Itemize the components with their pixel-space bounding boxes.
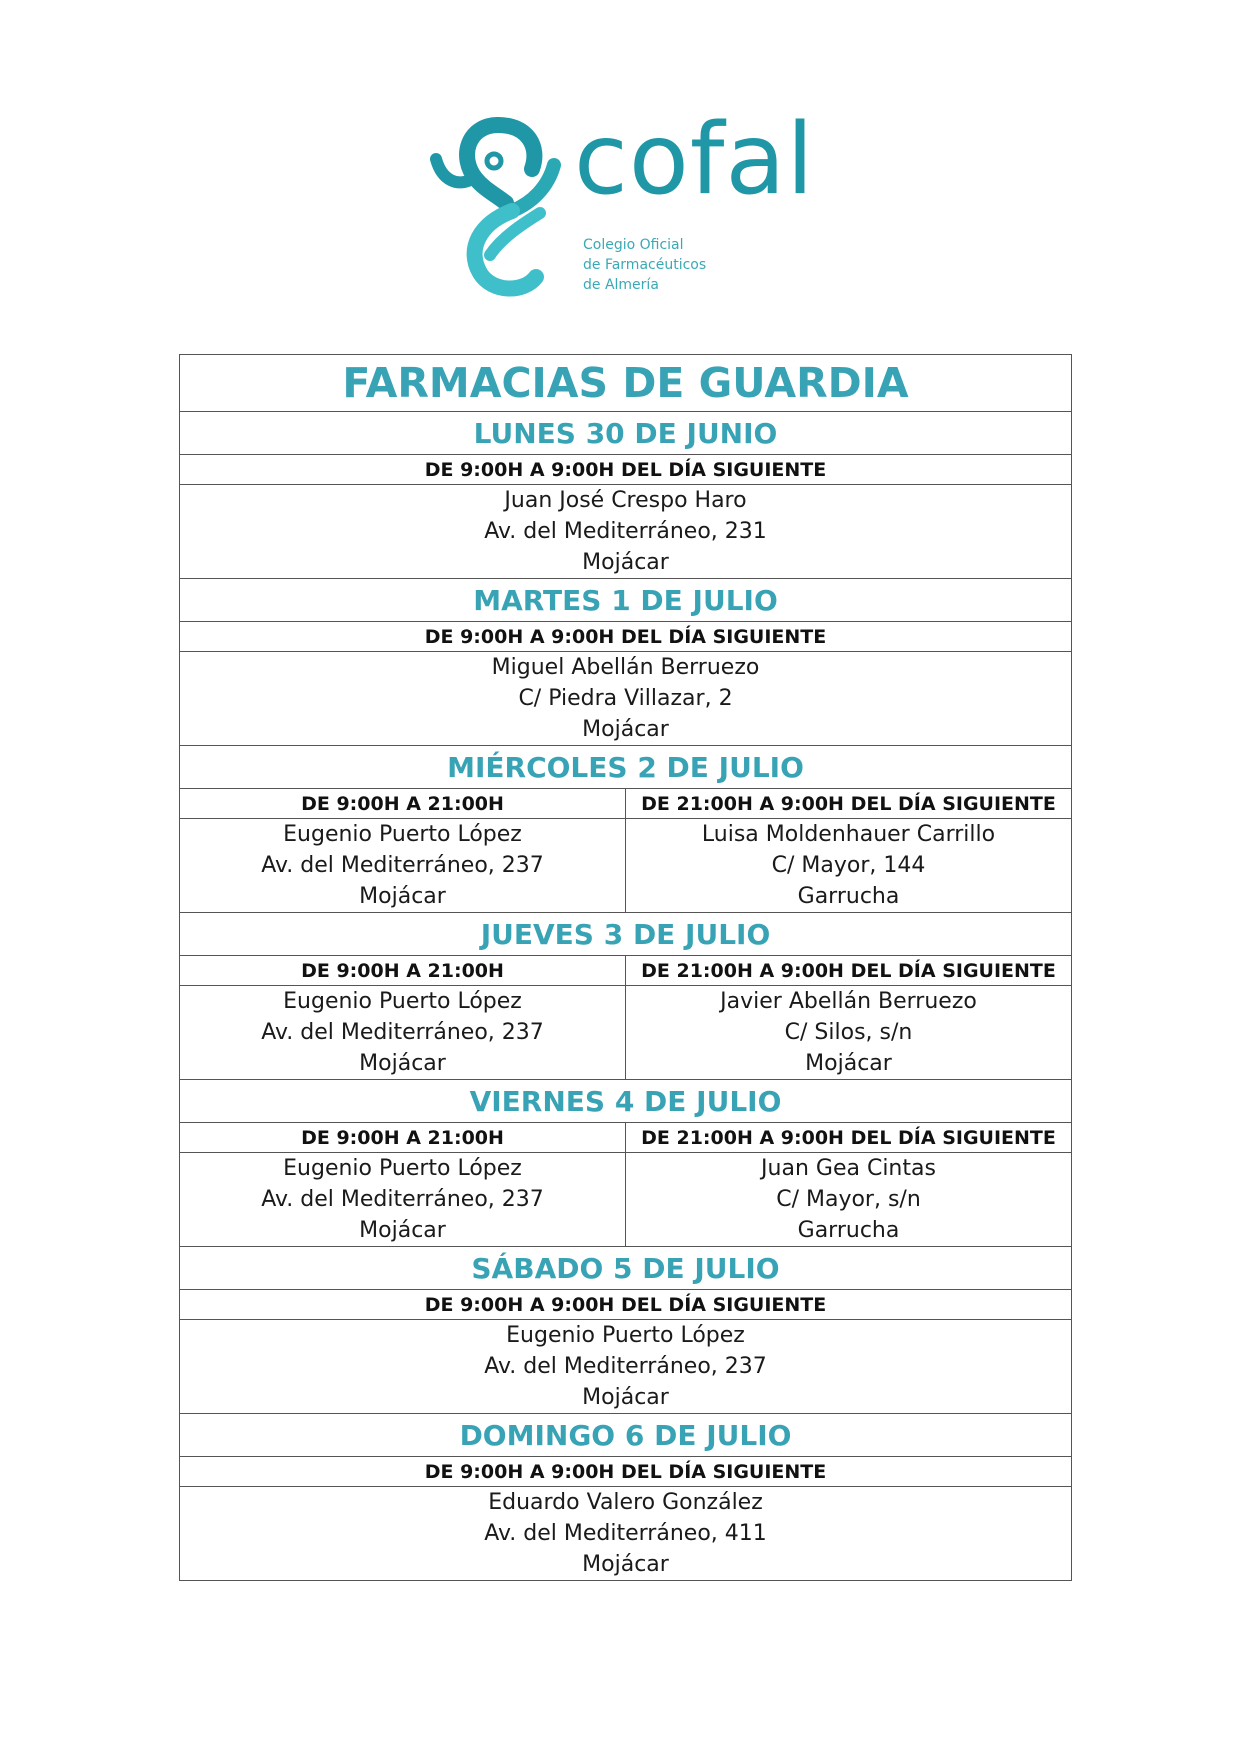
pharmacist-name: Juan Gea Cintas	[761, 1156, 936, 1181]
day-heading: SÁBADO 5 DE JULIO	[180, 1247, 1072, 1290]
shift-time: DE 9:00H A 21:00H	[180, 1123, 626, 1153]
pharmacy-cell	[626, 986, 1072, 1080]
page-title: FARMACIAS DE GUARDIA	[180, 355, 1072, 412]
pharmacy-cell	[180, 1320, 1072, 1414]
pharmacist-name: Eugenio Puerto López	[283, 989, 522, 1014]
serpent-emblem-icon	[428, 117, 568, 303]
pharmacy-town: Mojácar	[359, 884, 446, 909]
pharmacy-town: Mojácar	[582, 1385, 669, 1410]
pharmacy-address: C/ Mayor, s/n	[776, 1187, 921, 1212]
pharmacy-town: Mojácar	[359, 1218, 446, 1243]
tagline-line: de Almería	[583, 277, 659, 293]
pharmacy-cell	[180, 1153, 626, 1247]
pharmacy-cell	[180, 819, 626, 913]
pharmacy-address: C/ Silos, s/n	[784, 1020, 913, 1045]
shift-time: DE 9:00H A 9:00H DEL DÍA SIGUIENTE	[180, 622, 1072, 652]
shift-time: DE 9:00H A 21:00H	[180, 789, 626, 819]
pharmacy-address: C/ Mayor, 144	[771, 853, 926, 878]
shift-time: DE 9:00H A 9:00H DEL DÍA SIGUIENTE	[180, 455, 1072, 485]
pharmacy-address: Av. del Mediterráneo, 237	[261, 853, 544, 878]
tagline-line: de Farmacéuticos	[583, 257, 707, 273]
tagline-line: Colegio Oficial	[583, 237, 684, 253]
pharmacist-name: Javier Abellán Berruezo	[720, 989, 977, 1014]
pharmacy-town: Mojácar	[805, 1051, 892, 1076]
pharmacy-town: Mojácar	[582, 717, 669, 742]
pharmacy-address: Av. del Mediterráneo, 237	[261, 1020, 544, 1045]
pharmacist-name: Eugenio Puerto López	[283, 1156, 522, 1181]
pharmacy-town: Mojácar	[359, 1051, 446, 1076]
day-heading: VIERNES 4 DE JULIO	[180, 1080, 1072, 1123]
brand-name: cofal	[574, 103, 815, 217]
pharmacy-address: Av. del Mediterráneo, 411	[484, 1521, 767, 1546]
pharmacy-cell	[180, 652, 1072, 746]
pharmacist-name: Eduardo Valero González	[488, 1490, 763, 1515]
day-heading: DOMINGO 6 DE JULIO	[180, 1414, 1072, 1457]
pharmacist-name: Luisa Moldenhauer Carrillo	[701, 822, 996, 847]
pharmacy-address: Av. del Mediterráneo, 237	[484, 1354, 767, 1379]
pharmacy-address: C/ Piedra Villazar, 2	[518, 686, 733, 711]
shift-time: DE 21:00H A 9:00H DEL DÍA SIGUIENTE	[626, 956, 1072, 986]
pharmacy-cell	[626, 819, 1072, 913]
pharmacy-address: Av. del Mediterráneo, 237	[261, 1187, 544, 1212]
shift-time: DE 21:00H A 9:00H DEL DÍA SIGUIENTE	[626, 789, 1072, 819]
pharmacy-cell	[180, 1487, 1072, 1581]
pharmacy-cell	[180, 986, 626, 1080]
pharmacist-name: Miguel Abellán Berruezo	[491, 655, 760, 680]
shift-time: DE 9:00H A 9:00H DEL DÍA SIGUIENTE	[180, 1457, 1072, 1487]
shift-time: DE 9:00H A 21:00H	[180, 956, 626, 986]
duty-pharmacy-table	[179, 354, 1072, 1581]
day-heading: JUEVES 3 DE JULIO	[180, 913, 1072, 956]
day-heading: MARTES 1 DE JULIO	[180, 579, 1072, 622]
shift-time: DE 9:00H A 9:00H DEL DÍA SIGUIENTE	[180, 1290, 1072, 1320]
cofal-logo	[428, 103, 828, 303]
pharmacy-address: Av. del Mediterráneo, 231	[484, 519, 767, 544]
brand-tagline	[583, 235, 706, 295]
pharmacist-name: Eugenio Puerto López	[283, 822, 522, 847]
day-heading: MIÉRCOLES 2 DE JULIO	[180, 746, 1072, 789]
day-heading: LUNES 30 DE JUNIO	[180, 412, 1072, 455]
shift-time: DE 21:00H A 9:00H DEL DÍA SIGUIENTE	[626, 1123, 1072, 1153]
pharmacy-town: Mojácar	[582, 1552, 669, 1577]
pharmacy-town: Mojácar	[582, 550, 669, 575]
pharmacy-cell	[626, 1153, 1072, 1247]
pharmacy-town: Garrucha	[797, 884, 900, 909]
pharmacy-cell	[180, 485, 1072, 579]
pharmacist-name: Juan José Crespo Haro	[504, 488, 747, 513]
pharmacy-town: Garrucha	[797, 1218, 900, 1243]
pharmacist-name: Eugenio Puerto López	[506, 1323, 745, 1348]
